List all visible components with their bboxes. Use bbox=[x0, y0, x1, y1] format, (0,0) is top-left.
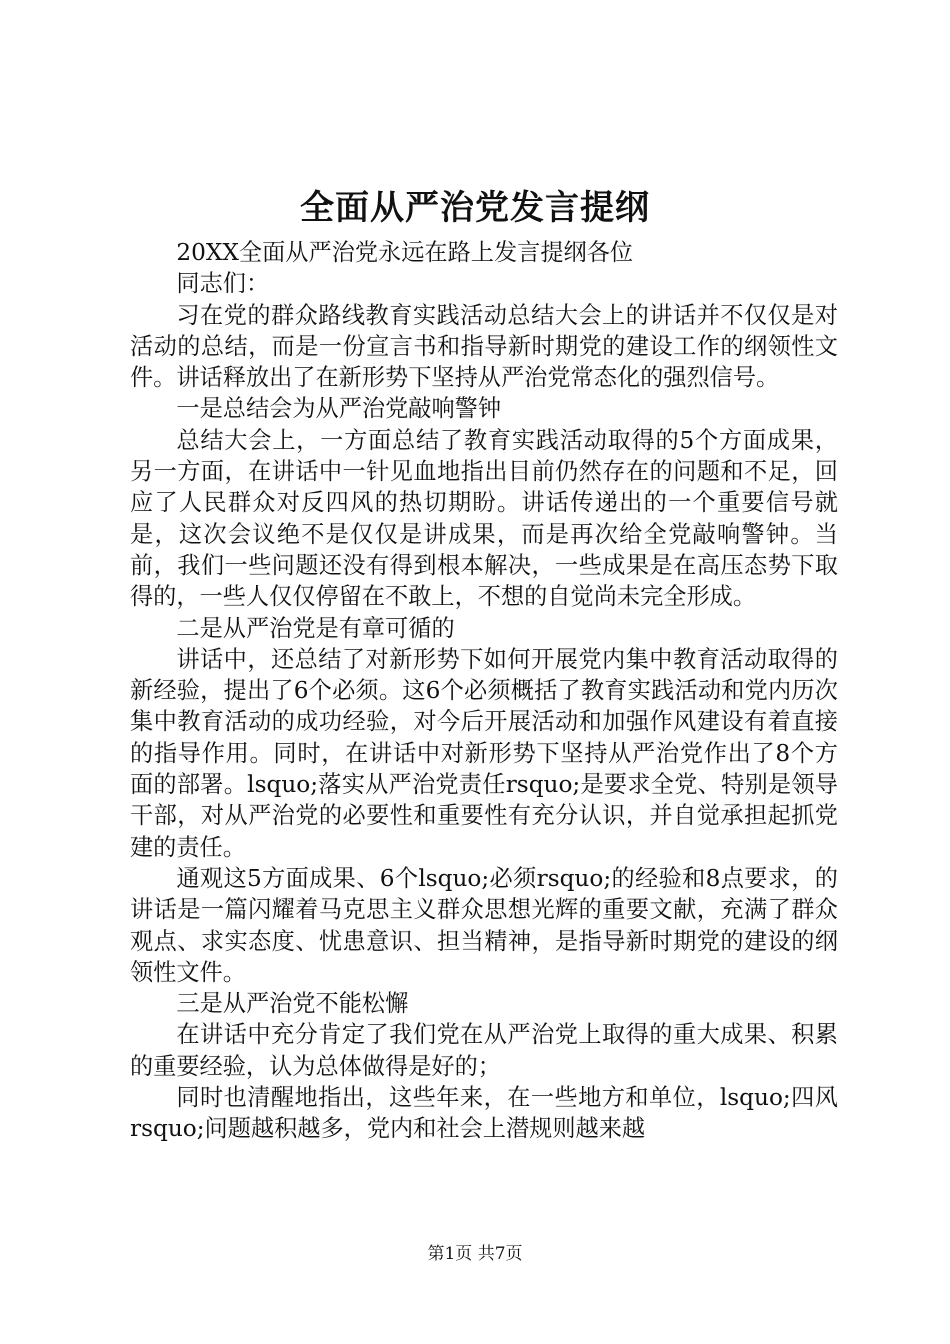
paragraph-section-3: 在讲话中充分肯定了我们党在从严治党上取得的重大成果、积累的重要经验，认为总体做得是好的； bbox=[130, 1021, 838, 1080]
paragraph-opening: 习在党的群众路线教育实践活动总结大会上的讲话并不仅仅是对活动的总结，而是一份宣言书和指导新时期党的建设工作的纲领性文件。讲话释放出了在新形势下坚持从严治党常态化的强烈信号。 bbox=[130, 301, 838, 392]
section-heading-1: 一是总结会为从严治党敲响警钟 bbox=[176, 395, 502, 423]
paragraph-continued: 同时也清醒地指出，这些年来，在一些地方和单位，lsquo;四风rsquo;问题越积越多，党内和社会上潜规则越来越 bbox=[130, 1084, 838, 1143]
page-title: 全面从严治党发言提纲 bbox=[300, 188, 650, 228]
paragraph-summary: 通观这5方面成果、6个lsquo;必须rsquo;的经验和8点要求，的讲话是一篇闪耀着马克思主义群众思想光辉的重要文献，充满了群众观点、求实态度、忧患意识、担当精神，是指导新时期党的建设的纲领性文件。 bbox=[130, 864, 838, 986]
paragraph-section-2: 讲话中，还总结了对新形势下如何开展党内集中教育活动取得的新经验，提出了6个必须。这6个必须概括了教育实践活动和党内历次集中教育活动的成功经验，对今后开展活动和加强作风建设有着直接的指导作用。同时，在讲话中对新形势下坚持从严治党作出了8个方面的部署。lsquo;落实从严治党责任rsquo;是要求全党、特别是领导干部，对从严治党的必要性和重要性有充分认识，并自觉承担起抓党建的责任。 bbox=[130, 645, 838, 861]
page-footer: 第1页 共7页 bbox=[427, 1244, 523, 1264]
section-heading-3: 三是从严治党不能松懈 bbox=[176, 990, 409, 1018]
paragraph-section-1: 总结大会上，一方面总结了教育实践活动取得的5个方面成果，另一方面，在讲话中一针见血地指出目前仍然存在的问题和不足，回应了人民群众对反四风的热切期盼。讲话传递出的一个重要信号就是，这次会议绝不是仅仅是讲成果，而是再次给全党敲响警钟。当前，我们一些问题还没有得到根本解决，一些成果是在高压态势下取得的，一些人仅仅停留在不敢上，不想的自觉尚未完全形成。 bbox=[130, 426, 838, 611]
intro-line: 20XX全面从严治党永远在路上发言提纲各位 bbox=[176, 239, 634, 266]
document-body bbox=[130, 237, 838, 1145]
salutation: 同志们： bbox=[176, 270, 270, 298]
section-heading-2: 二是从严治党是有章可循的 bbox=[176, 614, 455, 642]
